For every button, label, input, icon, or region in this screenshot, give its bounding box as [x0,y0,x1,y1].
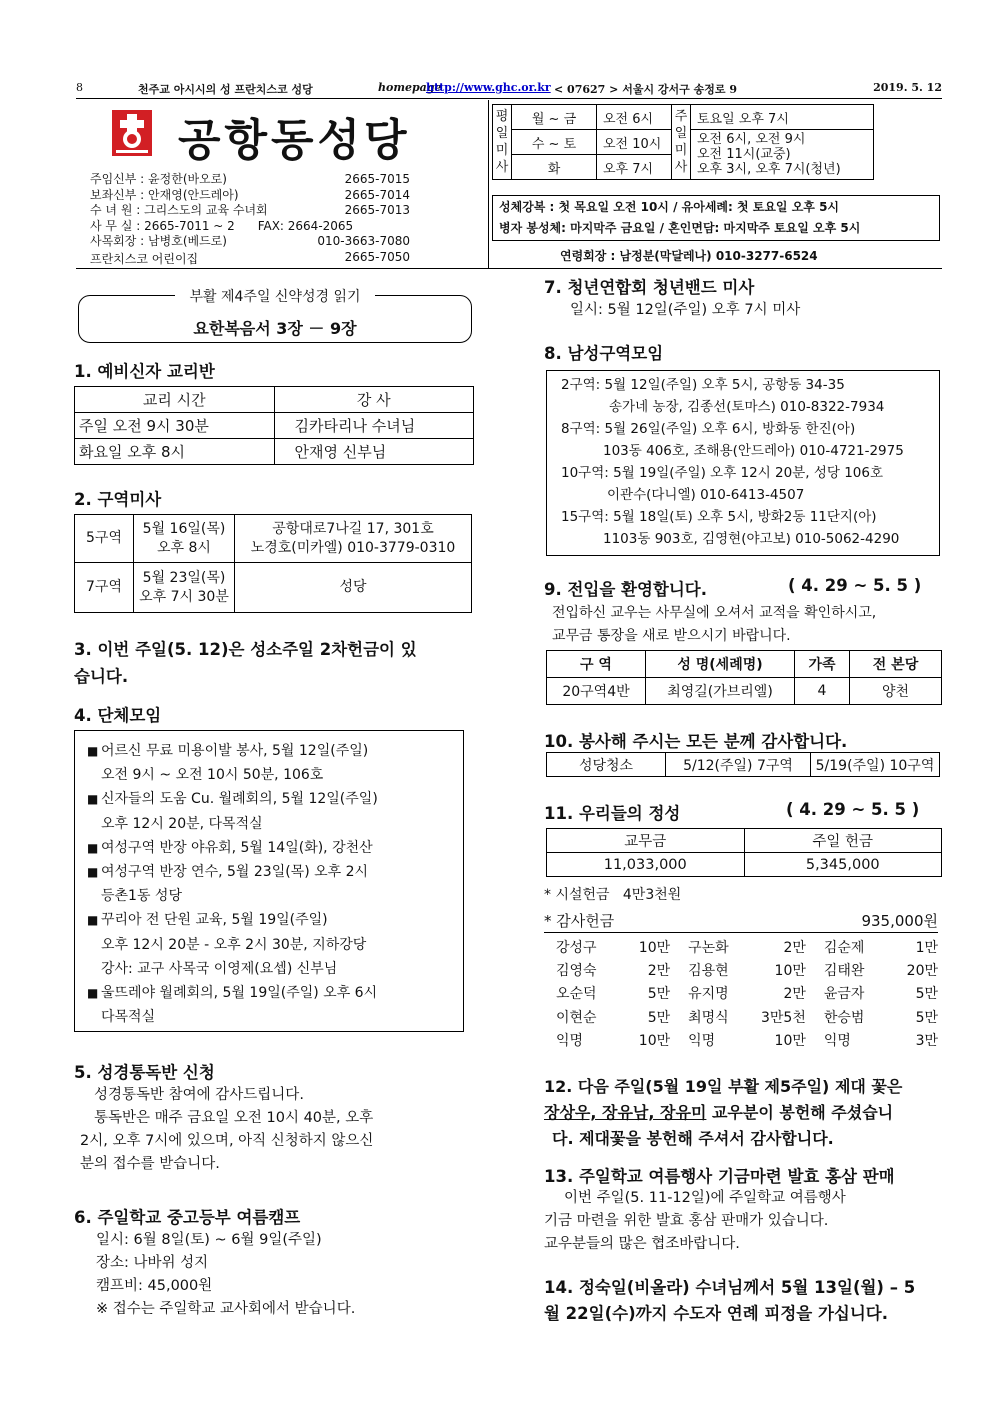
kindergarten-row: 프란치스코 어린이집 2665-7050 [90,250,410,266]
section-period: ( 4. 29 ~ 5. 5 ) [788,576,922,595]
donor-amount: 5만 [647,986,671,1003]
staff-row: 사목회장 : 남병호(베드로) 010-3663-7080 [90,234,410,248]
donor-name: 윤금자 [823,986,865,1003]
section-title: 9. 전입을 환영합니다. [544,580,708,599]
donor-name: 김용현 [688,963,729,980]
volunteer-table: 성당청소 5/12(주일) 7구역 5/19(주일) 10구역 [546,752,940,777]
donor-name: 김순제 [823,940,865,956]
donor-amount: 10만 [638,940,671,956]
donor-name: 이현순 [556,1009,597,1026]
donor-name: 익명 [556,1032,584,1049]
donor-amount: 10만 [638,1032,671,1049]
donor-row [556,1007,938,1030]
staff-row: 수 녀 원 : 그리스도의 교육 수녀회 2665-7013 [90,203,410,217]
sunday-mass-label: 주 일 미 사 [672,105,691,180]
section-title: 8. 남성구역모임 [544,344,664,363]
address: < 07627 > 서울시 강서구 송정로 9 [554,83,737,96]
list-item: ■ 울뜨레야 월례회의, 5월 19일(주일) 오후 6시 다목적실 [87,981,455,1029]
donor-name: 최명식 [688,1009,729,1026]
donor-amount: 3만5천 [761,1009,806,1026]
donor-amount: 1만 [915,940,938,956]
donor-name: 익명 [823,1032,851,1049]
facility-offering: * 시설헌금 4만3천원 [544,887,682,903]
district-mass-table: 5구역 5월 16일(목) 오후 8시 공항대로7나길 17, 301호 노경호(미카엘) 010-3779-0310 7구역 5월 23일(목) 오후 7시 30분 성당 [74,514,472,613]
header-vertical-divider [488,100,489,268]
staff-list [90,172,410,250]
donor-name: 강성구 [556,940,597,956]
section-title: 7. 청년연합회 청년밴드 미사 [544,278,755,297]
section-title: 1. 예비신자 교리반 [74,362,215,381]
catechism-table: 교리 시간 강 사 주일 오전 9시 30분 김카타리나 수녀님 화요일 오후 8시 안재영 신부님 [74,386,474,465]
donor-row [556,983,938,1006]
donor-list [556,937,938,1053]
donor-row [556,937,938,960]
section-title: 11. 우리들의 정성 [544,804,681,823]
donor-amount: 10만 [774,963,806,980]
bible-reading-box [78,289,472,343]
donor-row [556,960,938,983]
donor-name: 김영숙 [556,963,597,980]
section-6-body: 일시: 6월 8일(토) ~ 6월 9일(주일) 장소: 나바위 성지 캠프비: 45,000원 ※ 접수는 주일학교 교사회에서 받습니다. [96,1232,356,1317]
homepage-label: homepage [378,81,442,94]
mass-schedule-table: 평 일 미 사 월 ~ 금 오전 6시 주 일 미 사 토요일 오후 7시 수 ~ 토 오전 10시 오전 6시, 오전 9시 오전 11시(교중) 오후 3시, 오후 7시(청년) 화 오후 7시 [492,104,874,180]
donor-amount: 2만 [783,986,806,1003]
reading-title: 부활 제4주일 신약성경 읽기 [175,289,374,305]
donor-amount: 5만 [915,1009,938,1026]
donor-name: 한승범 [823,1009,865,1026]
section-13-body: 이번 주일(5. 11-12일)에 주일학교 여름행사 기금 마련을 위한 발효 홍삼 판매가 있습니다. 교우분들의 많은 협조바랍니다. [544,1190,846,1252]
page-number: 8 [76,81,83,94]
donor-name: 구논화 [688,940,729,956]
issue-date: 2019. 5. 12 [873,81,942,94]
donor-amount: 5만 [915,986,938,1003]
staff-row: 보좌신부 : 안재영(안드레아) 2665-7014 [90,187,410,202]
section-title: 6. 주일학교 중고등부 여름캠프 [74,1208,301,1227]
donor-name: 익명 [688,1032,716,1049]
page-header-bar [76,80,942,99]
list-item: ■ 어르신 무료 미용이발 봉사, 5월 12일(주일) 오전 9시 ~ 오전 10시 50분, 106호 [87,739,455,787]
sacrament-notes: 성체강복 : 첫 목요일 오전 10시 / 유아세례: 첫 토요일 오후 5시 병자 봉성체: 마지막주 금요일 / 혼인면담: 마지막주 토요일 오후 5시 [492,195,940,241]
donor-amount: 20만 [906,963,938,980]
section-title: 10. 봉사해 주시는 모든 분께 감사합니다. [544,732,848,751]
homepage-link[interactable]: http://www.ghc.or.kr [426,81,551,94]
donor-amount: 10만 [774,1032,806,1049]
donor-name: 김태완 [823,963,865,980]
header-divider [76,268,942,269]
list-item: ■ 여성구역 반장 야유회, 5월 14일(화), 강천산 [87,836,455,860]
donor-name: 오순덕 [556,986,597,1003]
section-3-notice: 3. 이번 주일(5. 12)은 성소주일 2차헌금이 있 습니다. [74,640,417,686]
section-14-notice: 14. 정숙일(비올라) 수녀님께서 5월 13일(월) – 5 월 22일(수)까지 수도자 연례 피정을 가십니다. [544,1278,916,1323]
section-7-body: 일시: 5월 12일(주일) 오후 7시 미사 [570,302,801,318]
donor-amount: 3만 [915,1032,938,1049]
section-title: 2. 구역미사 [74,490,162,509]
list-item: ■ 여성구역 반장 연수, 5월 23일(목) 오후 2시 등촌1동 성당 [87,860,455,908]
org-name: 천주교 아시시의 성 프란치스코 성당 [138,83,313,96]
mens-district-box: 2구역: 5월 12일(주일) 오후 5시, 공항동 34-35 송가네 농장, 김종선(토마스) 010-8322-7934 8구역: 5월 26일(주일) 오후 6시, 방화동 한진(아) 103동 406호, 조해용(안드레아) 010-4721-2975 10구역: 5월 19일(주일) 오후 12시 20분, 성당 106호 이관수(다니엘) 010-6413-4507 15구역: 5월 18일(토) 오후 5시, 방화2동 11단지(아) 1103동 903호, 김영현(야고보) 010-5062-4290 [546,370,940,556]
donor-amount: 5만 [647,1009,671,1026]
group-meetings-box [74,730,464,1032]
parish-title: 공항동성당 [178,115,411,166]
funeral-association: 연령회장 : 남정분(막달레나) 010-3277-6524 [560,249,818,263]
section-period: ( 4. 29 ~ 5. 5 ) [786,800,920,819]
staff-row: 사 무 실 : 2665-7011 ~ 2 FAX: 2664-2065 [90,218,354,233]
weekday-mass-label: 평 일 미 사 [493,105,512,180]
donor-name: 유지명 [688,986,729,1003]
donor-row [556,1030,938,1053]
list-item: ■ 신자들의 도움 Cu. 월례회의, 5월 12일(주일) 오후 12시 20분, 다목적실 [87,787,455,835]
offering-table: 교무금 주일 헌금 11,033,000 5,345,000 [546,828,942,877]
newcomers-table: 구 역 성 명(세례명) 가족 전 본당 20구역4반 최영길(가브리엘) 4 양천 [546,650,942,705]
parish-logo-icon [110,108,154,158]
donor-amount: 2만 [647,963,671,980]
donor-amount: 2만 [783,940,806,956]
section-12-notice: 12. 다음 주일(5월 19일 부활 제5주일) 제대 꽃은 장상우, 장유남, 장유미 교우분이 봉헌해 주셨습니 다. 제대꽃을 봉헌해 주셔서 감사합니다. [544,1077,903,1148]
section-title: 4. 단체모임 [74,706,162,725]
section-5-body: 성경통독반 참여에 감사드립니다. 통독반은 매주 금요일 오전 10시 40분, 오후 2시, 오후 7시에 있으며, 아직 신청하지 않으신 분의 접수를 받습니다. [80,1087,374,1172]
section-title: 5. 성경통독반 신청 [74,1063,215,1082]
section-title: 13. 주일학교 여름행사 기금마련 발효 홍삼 판매 [544,1167,895,1186]
section-9-body: 전입하신 교우는 사무실에 오셔서 교적을 확인하시고, 교무금 통장을 새로 받으시기 바랍니다. [552,605,877,644]
list-item: ■ 꾸리아 전 단원 교육, 5월 19일(주일) 오후 12시 20분 - 오후 2시 30분, 지하강당 강사: 교구 사목국 이영제(요셉) 신부님 [87,908,455,981]
staff-row: 주임신부 : 윤정한(바오로) 2665-7015 [90,172,410,186]
thanks-offering-header: * 감사헌금 935,000원 [544,910,938,933]
reading-range: 요한복음서 3장 － 9장 [193,319,357,338]
